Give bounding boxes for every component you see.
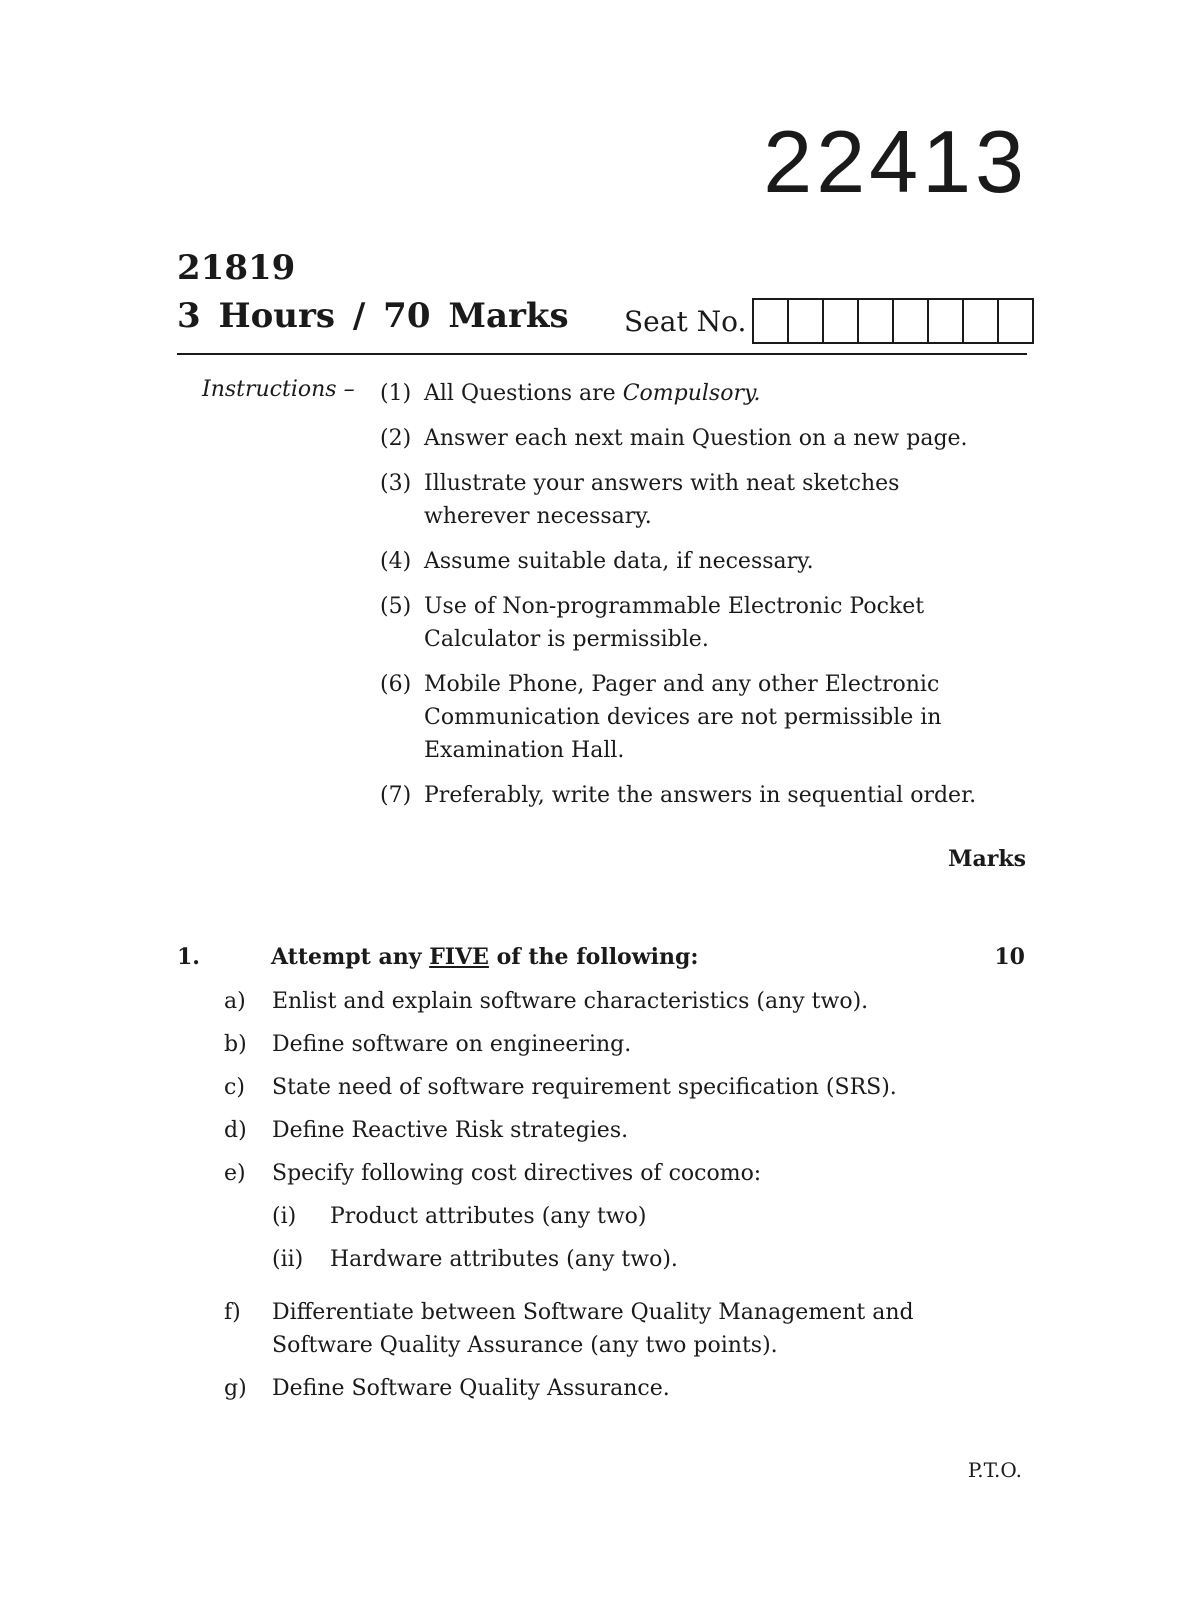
question-title-pre: Attempt any [271,944,430,970]
sub-question-label: f) [224,1300,241,1325]
sub-part-text: Hardware attributes (any two). [330,1247,678,1272]
sub-part-list [272,1200,924,1276]
sub-question-text: Enlist and explain software characteristics (any two). [272,989,869,1014]
seat-label: Seat No. [624,304,747,338]
sub-question [224,1028,924,1061]
duration-marks: 3 Hours / 70 Marks [177,296,569,336]
seat-number-box[interactable] [999,300,1032,342]
instruction-number: (7) [380,783,412,808]
sub-question-list [224,985,924,1415]
question-title-emphasis: FIVE [429,944,489,970]
seat-number-boxes [752,298,1034,344]
subject-code: 22413 [763,112,1028,211]
sub-question [224,1372,924,1405]
question-title-post: of the following: [488,944,699,970]
instruction-number: (5) [380,594,412,619]
sub-question [224,1296,924,1362]
paper-code: 21819 [177,248,296,288]
instruction-text: Use of Non-programmable Electronic Pocket Calculator is permissible. [424,594,925,652]
instructions-label: Instructions – [202,377,355,402]
instruction-number: (6) [380,672,412,697]
instruction-text: Preferably, write the answers in sequential order. [424,783,977,808]
instruction-item [380,467,1000,533]
sub-part-label: (ii) [272,1247,304,1272]
seat-number-box[interactable] [929,300,964,342]
instruction-item [380,545,1000,578]
instruction-text-italic: Compulsory. [622,381,761,406]
sub-question [224,1114,924,1147]
instruction-text: Assume suitable data, if necessary. [424,549,814,574]
instruction-number: (1) [380,381,412,406]
sub-question-text: State need of software requirement specification (SRS). [272,1075,897,1100]
sub-question-label: b) [224,1032,247,1057]
question-number: 1. [177,944,200,970]
seat-number-box[interactable] [754,300,789,342]
instruction-number: (3) [380,471,412,496]
sub-question-text: Differentiate between Software Quality Management and Software Quality Assurance (any two points). [272,1300,914,1358]
sub-question-label: g) [224,1376,247,1401]
sub-question [224,1157,924,1286]
seat-number-box[interactable] [859,300,894,342]
seat-number-box[interactable] [964,300,999,342]
seat-number-box[interactable] [789,300,824,342]
sub-part [272,1200,924,1233]
instruction-text: Answer each next main Question on a new page. [424,426,968,451]
instruction-number: (4) [380,549,412,574]
sub-question-body [272,1157,924,1286]
instructions-list [380,377,1000,824]
sub-part [272,1243,924,1276]
instruction-text: Illustrate your answers with neat sketches wherever necessary. [424,471,900,529]
instruction-item [380,590,1000,656]
marks-heading: Marks [948,846,1026,872]
header-divider [177,353,1027,355]
seat-number-block [624,298,1034,344]
sub-question [224,985,924,1018]
sub-question-label: e) [224,1161,246,1186]
instruction-text [424,377,1000,410]
instruction-number: (2) [380,426,412,451]
sub-question-text: Define Software Quality Assurance. [272,1376,670,1401]
sub-part-label: (i) [272,1204,297,1229]
sub-question-text: Define Reactive Risk strategies. [272,1118,629,1143]
instruction-item [380,377,1000,410]
please-turn-over: P.T.O. [967,1458,1022,1482]
sub-question-label: a) [224,989,246,1014]
instruction-text: Mobile Phone, Pager and any other Electronic Communication devices are not permissible in Examination Hall. [424,672,942,763]
instruction-item [380,779,1000,812]
question-title [271,944,699,970]
sub-question-text: Specify following cost directives of cocomo: [272,1161,762,1186]
seat-number-box[interactable] [894,300,929,342]
instruction-item [380,422,1000,455]
seat-number-box[interactable] [824,300,859,342]
sub-question-label: c) [224,1075,245,1100]
question-marks: 10 [994,944,1025,970]
sub-part-text: Product attributes (any two) [330,1204,647,1229]
sub-question-label: d) [224,1118,247,1143]
instruction-text-plain: All Questions are [424,381,623,406]
instruction-item [380,668,1000,767]
sub-question-text: Define software on engineering. [272,1032,632,1057]
sub-question [224,1071,924,1104]
